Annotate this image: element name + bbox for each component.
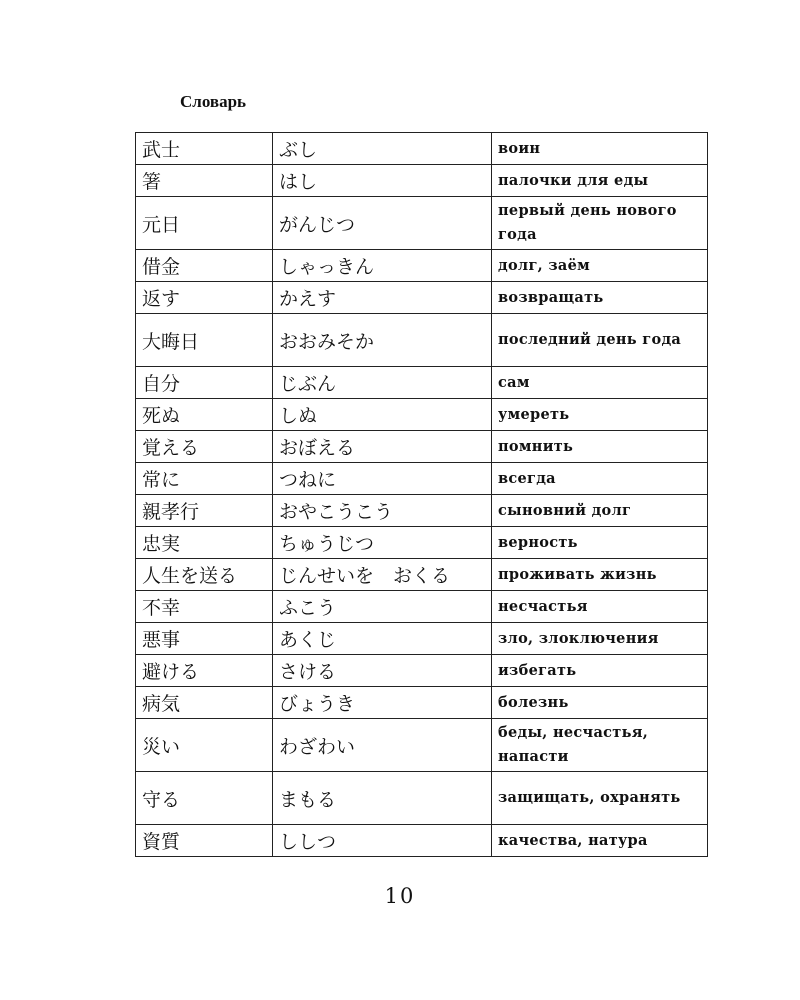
reading-cell: あくじ <box>273 623 492 655</box>
reading-cell: ちゅうじつ <box>273 527 492 559</box>
kanji-cell: 覚える <box>136 431 273 463</box>
kanji-cell: 大晦日 <box>136 314 273 367</box>
translation-cell: последний день года <box>492 314 708 367</box>
kanji-cell: 武士 <box>136 133 273 165</box>
translation-cell: помнить <box>492 431 708 463</box>
translation-cell: долг, заём <box>492 250 708 282</box>
kanji-cell: 人生を送る <box>136 559 273 591</box>
kanji-cell: 悪事 <box>136 623 273 655</box>
reading-cell: しぬ <box>273 399 492 431</box>
table-row <box>136 250 708 282</box>
reading-cell: じんせいを おくる <box>273 559 492 591</box>
table-row <box>136 655 708 687</box>
reading-cell: はし <box>273 165 492 197</box>
reading-cell: まもる <box>273 772 492 825</box>
table-row <box>136 687 708 719</box>
vocabulary-table <box>135 132 708 857</box>
table-row <box>136 463 708 495</box>
reading-cell: つねに <box>273 463 492 495</box>
kanji-cell: 資質 <box>136 825 273 857</box>
table-row <box>136 197 708 250</box>
reading-cell: ぶし <box>273 133 492 165</box>
kanji-cell: 自分 <box>136 367 273 399</box>
reading-cell: さける <box>273 655 492 687</box>
page-title: Словарь <box>180 92 247 111</box>
table-row <box>136 165 708 197</box>
reading-cell: おおみそか <box>273 314 492 367</box>
kanji-cell: 忠実 <box>136 527 273 559</box>
kanji-cell: 守る <box>136 772 273 825</box>
table-row <box>136 282 708 314</box>
translation-cell: возвращать <box>492 282 708 314</box>
kanji-cell: 死ぬ <box>136 399 273 431</box>
translation-cell: первый день нового года <box>492 197 708 250</box>
translation-cell: палочки для еды <box>492 165 708 197</box>
table-row <box>136 399 708 431</box>
kanji-cell: 箸 <box>136 165 273 197</box>
kanji-cell: 返す <box>136 282 273 314</box>
page-number: 10 <box>384 884 416 908</box>
reading-cell: かえす <box>273 282 492 314</box>
translation-cell: верность <box>492 527 708 559</box>
translation-cell: сам <box>492 367 708 399</box>
translation-cell: умереть <box>492 399 708 431</box>
translation-cell: избегать <box>492 655 708 687</box>
reading-cell: わざわい <box>273 719 492 772</box>
reading-cell: がんじつ <box>273 197 492 250</box>
table-row <box>136 367 708 399</box>
kanji-cell: 病気 <box>136 687 273 719</box>
reading-cell: しゃっきん <box>273 250 492 282</box>
translation-cell: качества, натура <box>492 825 708 857</box>
table-row <box>136 431 708 463</box>
table-row <box>136 623 708 655</box>
table-row <box>136 314 708 367</box>
table-row <box>136 772 708 825</box>
kanji-cell: 不幸 <box>136 591 273 623</box>
kanji-cell: 親孝行 <box>136 495 273 527</box>
kanji-cell: 災い <box>136 719 273 772</box>
kanji-cell: 常に <box>136 463 273 495</box>
kanji-cell: 避ける <box>136 655 273 687</box>
reading-cell: ししつ <box>273 825 492 857</box>
translation-cell: защищать, охранять <box>492 772 708 825</box>
translation-cell: воин <box>492 133 708 165</box>
translation-cell: несчастья <box>492 591 708 623</box>
translation-cell: зло, злоключения <box>492 623 708 655</box>
reading-cell: おやこうこう <box>273 495 492 527</box>
table-row <box>136 133 708 165</box>
table-row <box>136 591 708 623</box>
reading-cell: ふこう <box>273 591 492 623</box>
table-row <box>136 825 708 857</box>
translation-cell: болезнь <box>492 687 708 719</box>
kanji-cell: 借金 <box>136 250 273 282</box>
translation-cell: всегда <box>492 463 708 495</box>
translation-cell: беды, несчастья, напасти <box>492 719 708 772</box>
table-row <box>136 527 708 559</box>
reading-cell: びょうき <box>273 687 492 719</box>
translation-cell: сыновний долг <box>492 495 708 527</box>
reading-cell: おぼえる <box>273 431 492 463</box>
reading-cell: じぶん <box>273 367 492 399</box>
table-row <box>136 719 708 772</box>
table-row <box>136 495 708 527</box>
table-row <box>136 559 708 591</box>
kanji-cell: 元日 <box>136 197 273 250</box>
translation-cell: проживать жизнь <box>492 559 708 591</box>
